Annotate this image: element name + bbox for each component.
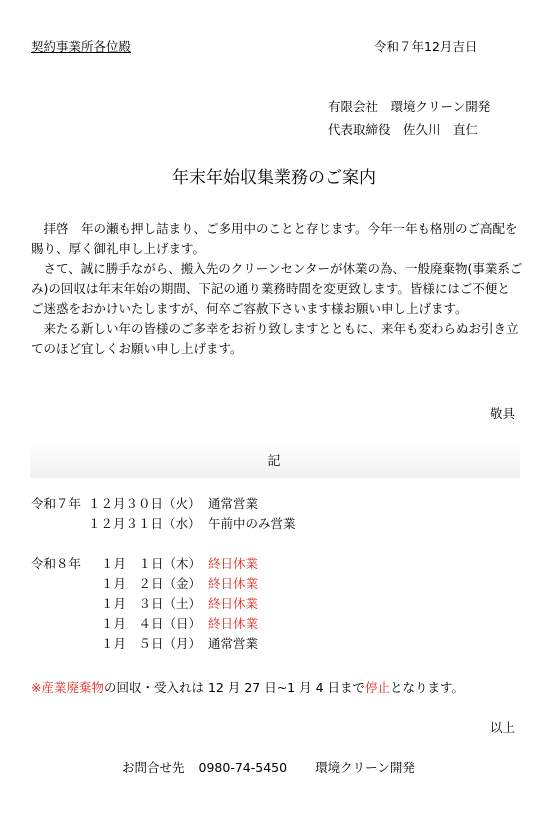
ki-heading: 記 <box>267 454 281 469</box>
schedule-status: 終日休業 <box>208 596 259 611</box>
contact-phone: 0980-74-5450 <box>198 760 288 775</box>
schedule-status: 終日休業 <box>208 556 259 571</box>
schedule-status: 午前中のみ営業 <box>208 516 296 531</box>
paragraph-notice <box>31 259 523 319</box>
schedule-date: １２月３０日（火） <box>88 496 201 511</box>
document-title: 年末年始収集業務のご案内 <box>172 168 376 188</box>
industrial-waste-note <box>31 678 464 696</box>
schedule-status: 終日休業 <box>208 576 259 591</box>
schedule-status: 終日休業 <box>208 616 259 631</box>
closing-keigu: 敬具 <box>489 406 515 421</box>
note-end: となります。 <box>390 680 465 695</box>
schedule-row <box>0 514 548 534</box>
schedule-row <box>0 494 548 514</box>
note-item: 産業廃棄物 <box>41 680 104 695</box>
schedule-status: 通常営業 <box>208 496 259 511</box>
schedule-date: １月 ５日（月） <box>101 636 202 651</box>
schedule-date: １月 ４日（日） <box>101 616 202 631</box>
paragraph-greeting <box>31 219 523 259</box>
schedule-date: １月 １日（木） <box>101 556 202 571</box>
paragraph-line: み)の回収は年末年始の期間、下記の通り業務時間を変更致します。皆様にはご不便と <box>31 281 510 296</box>
schedule-era: 令和８年 <box>31 556 82 571</box>
paragraph-wishes <box>31 319 523 359</box>
note-mark: ※ <box>31 680 42 695</box>
representative-name: 代表取締役 佐久川 直仁 <box>328 122 479 137</box>
schedule-row <box>0 574 548 594</box>
note-stop: 停止 <box>365 680 391 695</box>
closing-ijou: 以上 <box>489 720 515 735</box>
note-middle: の回収・受入れは 12 月 27 日~1 月 4 日まで <box>104 680 366 695</box>
paragraph-line: ご迷惑をおかけいたしますが、何卒ご容赦下さいます様お願い申し上げます。 <box>31 301 468 316</box>
paragraph-line: 来たる新しい年の皆様のご多幸をお祈り致しますとともに、来年も変わらぬお引き立 <box>31 321 519 336</box>
schedule-date: １月 ３日（土） <box>101 596 202 611</box>
schedule-row <box>0 614 548 634</box>
contact-label: お問合せ先 <box>122 760 185 775</box>
paragraph-line: 拝啓 年の瀬も押し詰まり、ご多用中のことと存じます。今年一年も格別のご高配を <box>31 221 518 236</box>
schedule-row <box>0 594 548 614</box>
contact-company: 環境クリーン開発 <box>315 760 415 775</box>
schedule-row <box>0 554 548 574</box>
paragraph-line: さて、誠に勝手ながら、搬入先のクリーンセンターが休業の為、一般廃棄物(事業系ご <box>31 261 523 276</box>
company-name: 有限会社 環境クリーン開発 <box>328 99 491 114</box>
schedule-era: 令和７年 <box>31 496 82 511</box>
schedule-date: １２月３１日（水） <box>88 516 201 531</box>
schedule-date: １月 ２日（金） <box>101 576 202 591</box>
schedule-status: 通常営業 <box>208 636 259 651</box>
paragraph-line: 賜り、厚く御礼申し上げます。 <box>31 241 206 256</box>
paragraph-line: てのほど宜しくお願い申し上げます。 <box>31 341 243 356</box>
issue-date: 令和７年12月吉日 <box>374 39 478 54</box>
contact-line <box>122 758 415 776</box>
schedule-row <box>0 634 548 654</box>
addressee: 契約事業所各位殿 <box>31 39 132 54</box>
